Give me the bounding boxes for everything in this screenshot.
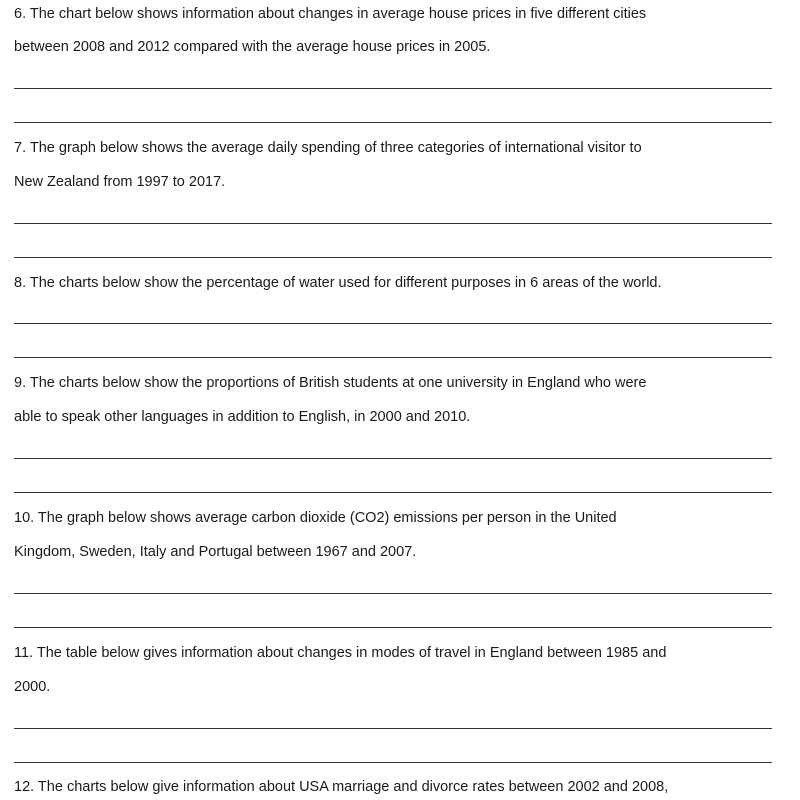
question-12-line-1: 12. The charts below give information about USA marriage and divorce rates between 2002 and 2008, bbox=[14, 779, 669, 795]
worksheet-page bbox=[14, 0, 772, 800]
answer-line bbox=[14, 728, 772, 729]
question-9-line-1: 9. The charts below show the proportions of British students at one university in England who were bbox=[14, 375, 647, 391]
answer-line bbox=[14, 223, 772, 224]
question-8-line-1: 8. The charts below show the percentage of water used for different purposes in 6 areas of the world. bbox=[14, 275, 662, 291]
question-10-line-2: Kingdom, Sweden, Italy and Portugal between 1967 and 2007. bbox=[14, 544, 417, 560]
question-9-line-2: able to speak other languages in addition to English, in 2000 and 2010. bbox=[14, 409, 471, 425]
question-11-line-1: 11. The table below gives information about changes in modes of travel in England between 1985 and bbox=[14, 645, 667, 661]
question-7-line-1: 7. The graph below shows the average daily spending of three categories of international visitor to bbox=[14, 140, 642, 156]
question-10-line-1: 10. The graph below shows average carbon dioxide (CO2) emissions per person in the United bbox=[14, 510, 617, 526]
answer-line bbox=[14, 593, 772, 594]
answer-line bbox=[14, 257, 772, 258]
answer-line bbox=[14, 357, 772, 358]
answer-line bbox=[14, 458, 772, 459]
question-11-line-2: 2000. bbox=[14, 679, 51, 695]
answer-line bbox=[14, 627, 772, 628]
answer-line bbox=[14, 122, 772, 123]
question-7-line-2: New Zealand from 1997 to 2017. bbox=[14, 174, 226, 190]
answer-line bbox=[14, 762, 772, 763]
question-6-line-2: between 2008 and 2012 compared with the average house prices in 2005. bbox=[14, 39, 491, 55]
answer-line bbox=[14, 492, 772, 493]
answer-line bbox=[14, 88, 772, 89]
answer-line bbox=[14, 323, 772, 324]
question-6-line-1: 6. The chart below shows information about changes in average house prices in five different cities bbox=[14, 6, 647, 22]
